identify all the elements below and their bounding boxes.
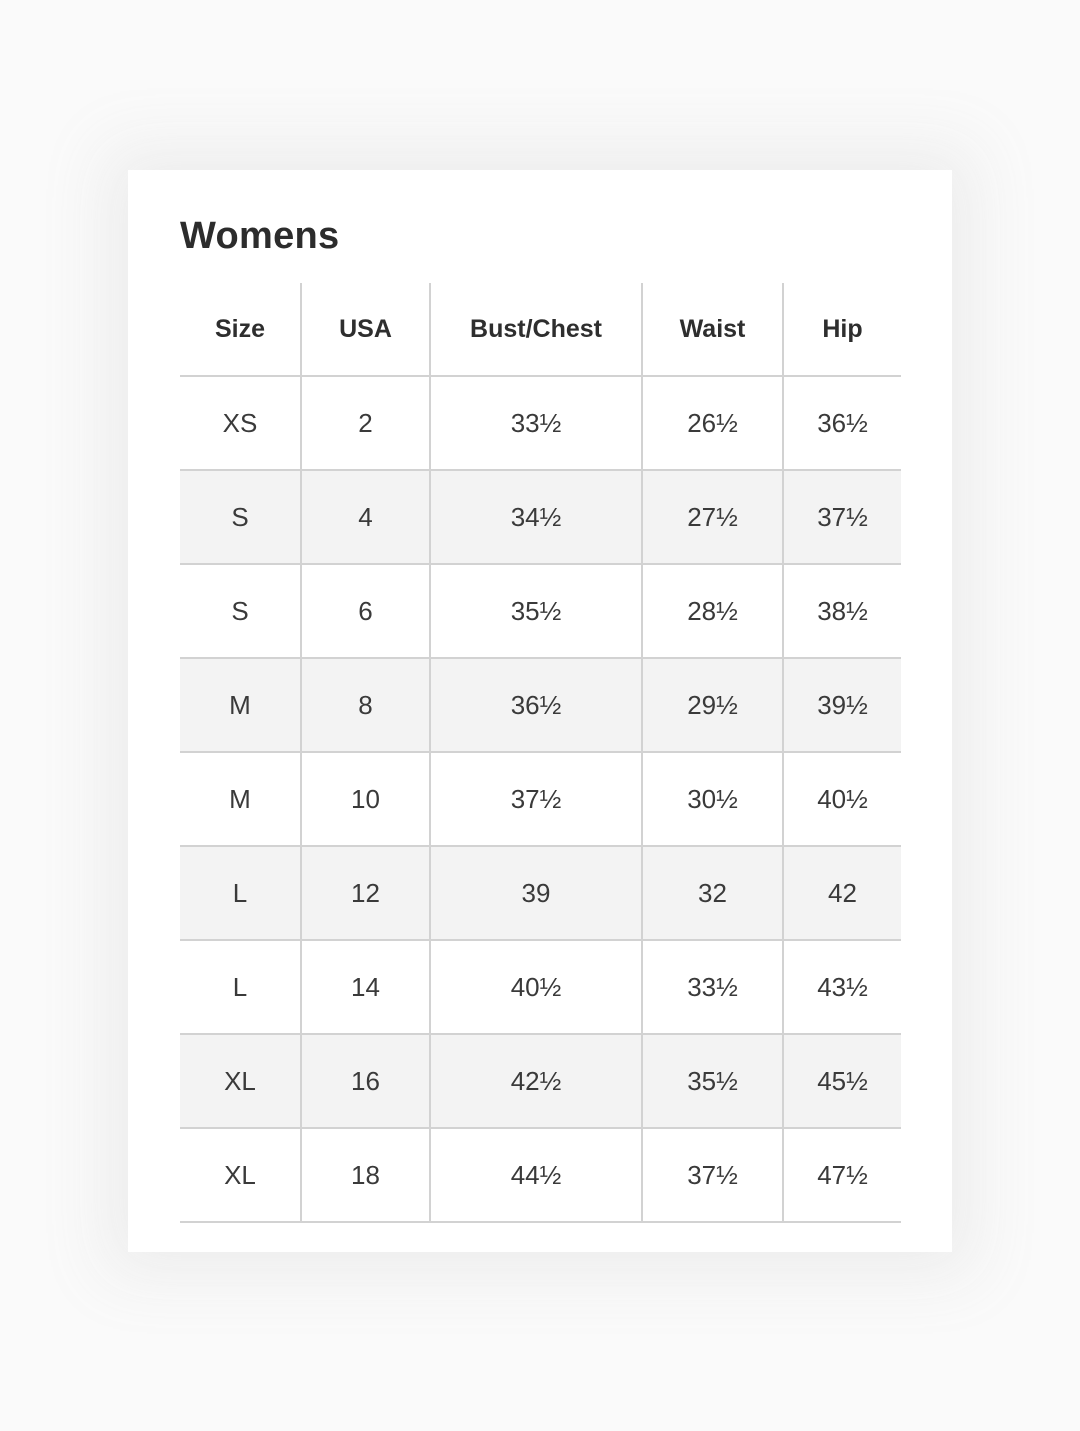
header-size: Size [180,283,301,376]
cell-waist: 32 [642,846,783,940]
cell-usa: 14 [301,940,430,1034]
cell-usa: 6 [301,564,430,658]
size-chart-table [180,283,901,1223]
cell-bust-chest: 39 [430,846,642,940]
cell-size: S [180,564,301,658]
table-row [180,752,901,846]
cell-size: M [180,658,301,752]
cell-bust-chest: 40½ [430,940,642,1034]
cell-bust-chest: 37½ [430,752,642,846]
cell-usa: 18 [301,1128,430,1222]
table-row [180,940,901,1034]
cell-size: M [180,752,301,846]
cell-hip: 45½ [783,1034,901,1128]
cell-waist: 29½ [642,658,783,752]
cell-usa: 4 [301,470,430,564]
table-row [180,1034,901,1128]
cell-waist: 33½ [642,940,783,1034]
cell-hip: 39½ [783,658,901,752]
cell-hip: 37½ [783,470,901,564]
header-bust-chest: Bust/Chest [430,283,642,376]
cell-waist: 35½ [642,1034,783,1128]
cell-hip: 36½ [783,376,901,470]
cell-waist: 26½ [642,376,783,470]
cell-usa: 16 [301,1034,430,1128]
header-usa: USA [301,283,430,376]
cell-size: XL [180,1128,301,1222]
cell-bust-chest: 35½ [430,564,642,658]
table-row [180,658,901,752]
table-row [180,1128,901,1222]
cell-size: L [180,940,301,1034]
table-row [180,376,901,470]
cell-bust-chest: 34½ [430,470,642,564]
page-title: Womens [180,215,340,257]
cell-waist: 30½ [642,752,783,846]
table-row [180,564,901,658]
cell-bust-chest: 36½ [430,658,642,752]
cell-usa: 10 [301,752,430,846]
cell-usa: 2 [301,376,430,470]
cell-bust-chest: 44½ [430,1128,642,1222]
cell-hip: 43½ [783,940,901,1034]
cell-bust-chest: 33½ [430,376,642,470]
cell-bust-chest: 42½ [430,1034,642,1128]
cell-size: S [180,470,301,564]
cell-waist: 27½ [642,470,783,564]
cell-usa: 8 [301,658,430,752]
cell-waist: 28½ [642,564,783,658]
table-row [180,470,901,564]
table-row [180,846,901,940]
header-hip: Hip [783,283,901,376]
table-header-row [180,283,901,376]
cell-size: XL [180,1034,301,1128]
cell-hip: 42 [783,846,901,940]
cell-usa: 12 [301,846,430,940]
cell-hip: 38½ [783,564,901,658]
cell-hip: 40½ [783,752,901,846]
cell-hip: 47½ [783,1128,901,1222]
cell-size: L [180,846,301,940]
cell-size: XS [180,376,301,470]
header-waist: Waist [642,283,783,376]
cell-waist: 37½ [642,1128,783,1222]
